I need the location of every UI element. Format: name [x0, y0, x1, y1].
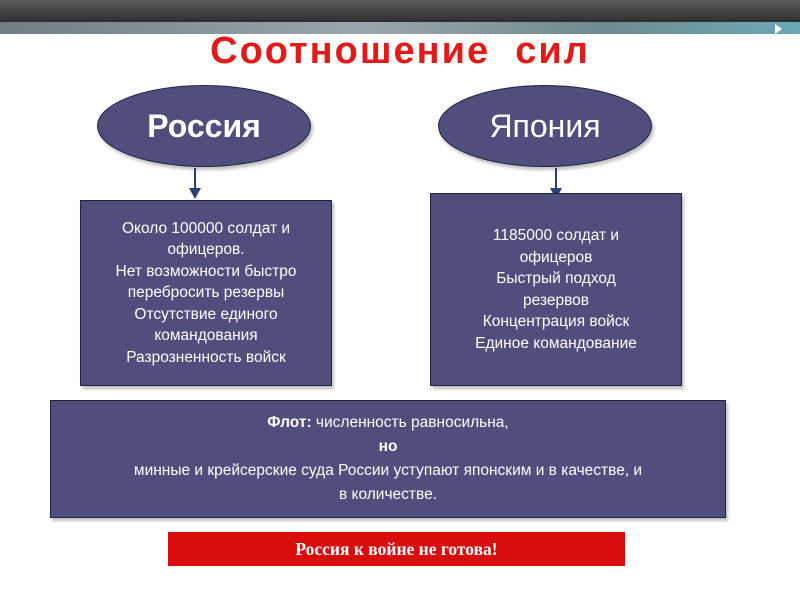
russia-label: Россия: [147, 107, 261, 144]
japan-node: [438, 85, 652, 167]
conclusion-banner: [168, 532, 625, 566]
fleet-line-4: в количестве.: [338, 486, 437, 503]
russia-fact-line: Разрозненность войск: [126, 348, 286, 366]
fleet-text: численность равносильна,: [311, 414, 509, 431]
russia-fact-line: командования: [154, 327, 258, 345]
japan-fact-line: 1185000 солдат и: [492, 227, 620, 244]
japan-fact-line: Единое командование: [475, 334, 637, 352]
fleet-comparison-box: [50, 400, 726, 518]
japan-fact-line: Концентрация войск: [482, 313, 630, 330]
russia-fact-line: перебросить резервы: [127, 284, 285, 302]
fleet-conjunction: но: [378, 438, 398, 455]
russia-node: [97, 85, 311, 167]
fleet-line-3: минные и крейсерские суда России уступают японским и в качестве, и: [133, 462, 643, 479]
russia-facts-box: [80, 200, 332, 386]
slide-title: Соотношение сил: [210, 30, 590, 72]
russia-fact-line: офицеров.: [167, 241, 245, 259]
fleet-line-1: [61, 411, 715, 435]
japan-fact-line: резервов: [523, 291, 589, 309]
russia-fact-line: Около 100000 солдат и: [121, 219, 291, 237]
japan-fact-line: офицеров: [519, 248, 593, 266]
japan-label: Япония: [489, 107, 601, 144]
arrow-down-icon: [188, 168, 202, 200]
top-decor-bar: [0, 0, 800, 22]
russia-fact-line: Отсутствие единого: [134, 305, 278, 323]
japan-facts-box: [430, 193, 682, 386]
conclusion-text: Россия к войне не готова!: [295, 538, 498, 559]
russia-fact-line: Нет возможности быстро: [115, 262, 297, 280]
japan-fact-line: Быстрый подход: [496, 270, 616, 287]
fleet-label: Флот:: [267, 414, 312, 431]
